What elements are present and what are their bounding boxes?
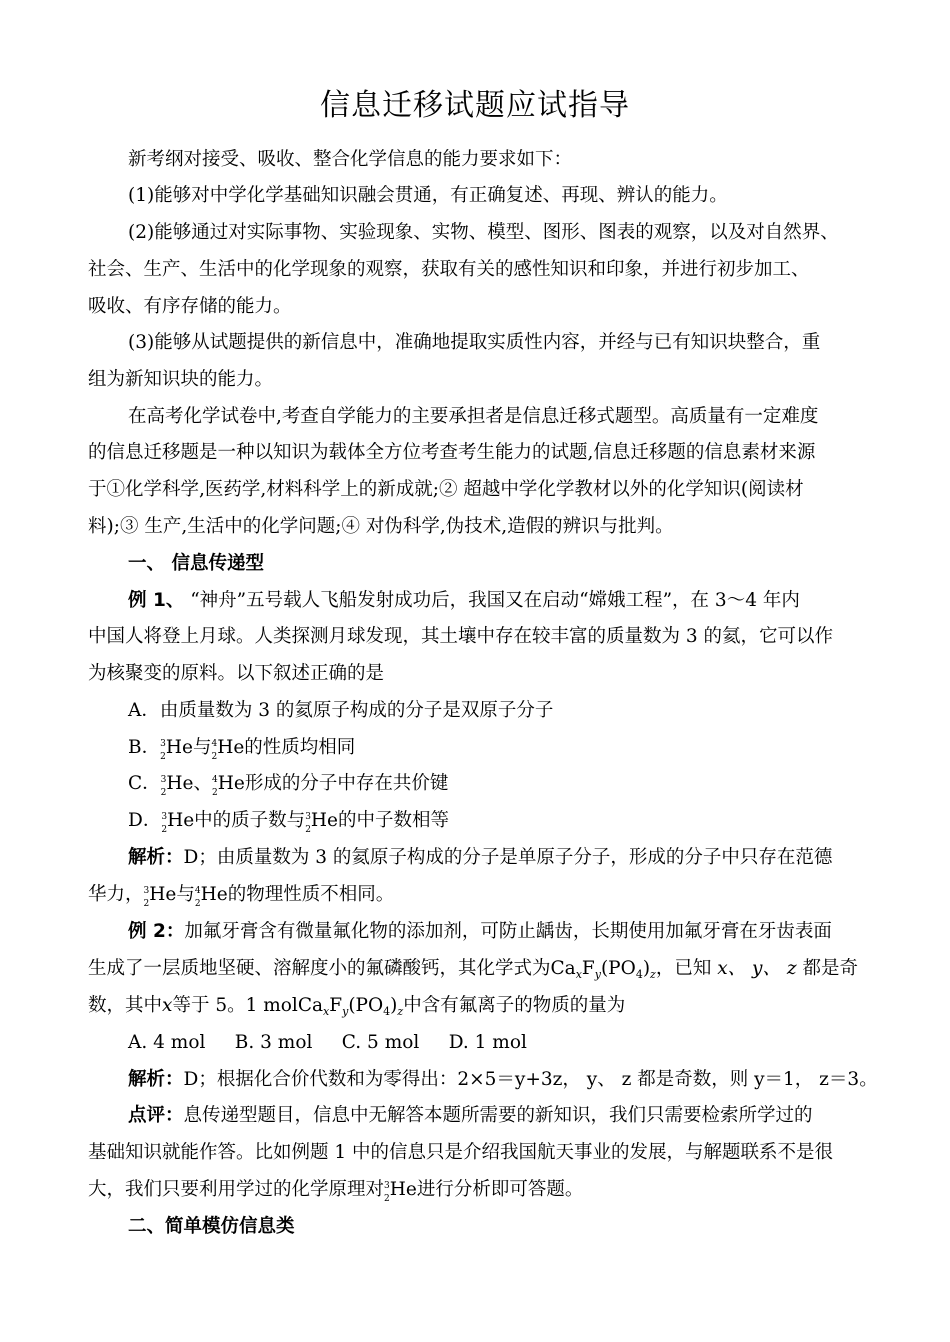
example-1-text: “神舟”五号载人飞船发射成功后，我国又在启动“嫦娥工程”，在 3～4 年内: [184, 590, 800, 611]
example-2-label: 例 2：: [128, 921, 185, 942]
example-2-line-3: 数，其中x等于 5。1 $molCa_xF_y(PO_4)_z$中含有氟离子的物质的量为: [88, 995, 626, 1018]
answer-label: 解析：: [128, 1069, 184, 1090]
intro-line-2: (1)能够对中学化学基础知识融会贯通，有正确复述、再现、辨认的能力。: [128, 185, 728, 206]
comment-label: 点评：: [128, 1105, 184, 1126]
isotope-he3: $^3$ 2 He: [305, 810, 339, 835]
intro-line-4: 社会、生产、生活中的化学现象的观察，获取有关的感性知识和印象，并进行初步加工、: [88, 259, 810, 280]
comment-line-2: 基础知识就能作答。比如例题 1 中的信息只是介绍我国航天事业的发展，与解题联系不是很: [88, 1142, 834, 1163]
isotope-he3: $^3$ 2 He: [161, 810, 195, 835]
example-1-line-3: 为核聚变的原料。以下叙述正确的是: [88, 663, 385, 684]
section-heading-1: 一、 信息传递型: [128, 553, 264, 574]
example-2-line-2: 生成了一层质地坚硬、溶解度小的氟磷酸钙，其化学式为$Ca_xF_y(PO_4)_z$，已知 x、 y、 z 都是奇: [88, 958, 859, 981]
option-d: D．$^3$ 2 He中的质子数与$^3$ 2 He的中子数相等: [128, 810, 450, 835]
example-2-answer: 解析：D；根据化合价代数和为零得出：2×5＝y+3z， y、 z 都是奇数，则 y＝1， z＝3。: [128, 1069, 878, 1090]
isotope-he4: $^4$ 2 He: [194, 884, 228, 909]
example-2-options: A. 4 mol B. 3 mol C. 5 mol D. 1 mol: [128, 1032, 527, 1053]
example-1-line-1: [128, 589, 800, 613]
intro-line-11: 料);③ 生产,生活中的化学问题;④ 对伪科学,伪技术,造假的辨识与批判。: [88, 516, 674, 537]
example-2-line-1: 例 2：加氟牙膏含有微量氟化物的添加剂，可防止龋齿，长期使用加氟牙膏在牙齿表面: [128, 921, 832, 942]
intro-line-3: (2)能够通过对实际事物、实验现象、实物、模型、图形、图表的观察，以及对自然界、: [128, 222, 839, 243]
answer-label: 解析：: [128, 847, 184, 868]
option-b: B．$^3$ 2 He与$^4$ 2 He的性质均相同: [128, 737, 356, 762]
intro-line-10: 于①化学科学,医药学,材料科学上的新成就;② 超越中学化学教材以外的化学知识(阅读材: [88, 479, 804, 500]
intro-line-5: 吸收、有序存储的能力。: [88, 296, 292, 317]
example-1-label: 例 1、: [128, 590, 185, 611]
isotope-he3: $^3$ 2 He: [160, 737, 193, 762]
intro-line-9: 的信息迁移题是一种以知识为载体全方位考查考生能力的试题,信息迁移题的信息素材来源: [88, 442, 816, 463]
option-a: A．由质量数为 3 的氦原子构成的分子是双原子分子: [128, 700, 554, 721]
section-heading-2: 二、简单模仿信息类: [128, 1216, 295, 1237]
isotope-he3: $^3$ 2 He: [143, 884, 177, 909]
isotope-he4: $^4$ 2 He: [212, 773, 245, 798]
intro-line-1: 新考纲对接受、吸收、整合化学信息的能力要求如下：: [128, 149, 573, 170]
intro-line-6: (3)能够从试题提供的新信息中，准确地提取实质性内容，并经与已有知识块整合，重: [128, 332, 821, 353]
example-1-answer-line-1: 解析：D；由质量数为 3 的氦原子构成的分子是单原子分子，形成的分子中只存在范德: [128, 847, 833, 868]
isotope-he4: $^4$ 2 He: [211, 737, 245, 762]
comment-line-1: 点评：息传递型题目，信息中无解答本题所需要的新知识，我们只需要检索所学过的: [128, 1105, 813, 1126]
isotope-he3: $^3$ 2 He: [384, 1179, 417, 1204]
intro-line-8: 在高考化学试卷中,考查自学能力的主要承担者是信息迁移式题型。高质量有一定难度: [128, 406, 819, 427]
example-1-line-2: 中国人将登上月球。人类探测月球发现，其土壤中存在较丰富的质量数为 3 的氦，它可以作: [88, 626, 834, 647]
example-1-answer-line-2: 华力，$^3$ 2 He与$^4$ 2 He的物理性质不相同。: [88, 884, 395, 909]
isotope-he3: $^3$ 2 He: [160, 773, 194, 798]
page-title: 信息迁移试题应试指导: [320, 88, 630, 123]
option-c: C．$^3$ 2 He、$^4$ 2 He形成的分子中存在共价键: [128, 773, 449, 798]
comment-line-3: 大，我们只要利用学过的化学原理对$^3$ 2 He进行分析即可答题。: [88, 1179, 584, 1204]
intro-line-7: 组为新知识块的能力。: [88, 369, 274, 390]
